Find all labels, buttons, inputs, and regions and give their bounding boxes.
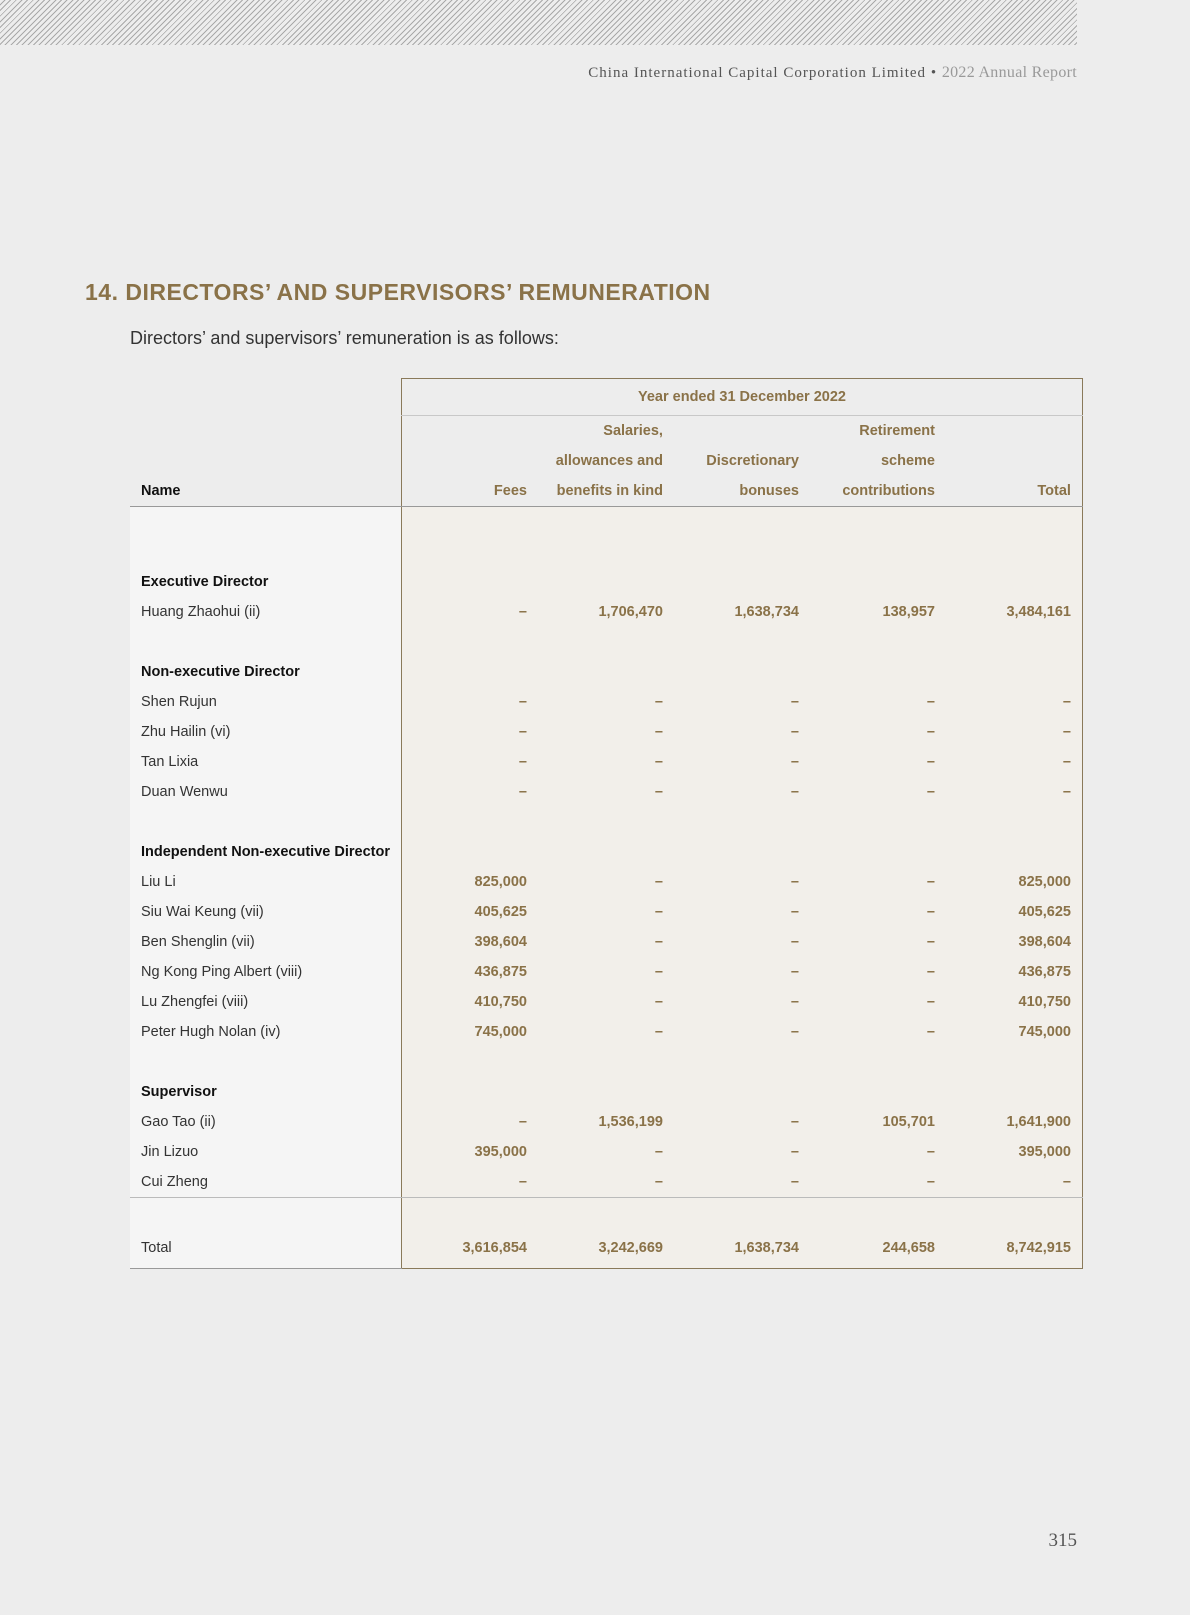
- name-cell: [130, 1198, 401, 1229]
- spacer-row: [130, 1198, 1082, 1229]
- value-cell: [946, 1047, 1083, 1077]
- value-cell: [810, 837, 946, 867]
- name-cell: Jin Lizuo: [130, 1137, 401, 1167]
- value-cell: 405,625: [401, 897, 538, 927]
- name-cell: [130, 507, 401, 538]
- column-header: [401, 446, 538, 476]
- value-cell: –: [946, 1167, 1083, 1198]
- value-cell: 395,000: [946, 1137, 1083, 1167]
- value-cell: [946, 567, 1083, 597]
- remuneration-table: [130, 378, 1083, 1269]
- value-cell: [538, 1077, 674, 1107]
- company-name: China International Capital Corporation Limited: [588, 65, 927, 81]
- value-cell: –: [946, 717, 1083, 747]
- value-cell: –: [810, 867, 946, 897]
- value-cell: 3,242,669: [538, 1228, 674, 1269]
- column-header: [674, 416, 810, 447]
- value-cell: [810, 627, 946, 657]
- value-cell: [810, 1047, 946, 1077]
- value-cell: [674, 507, 810, 538]
- value-cell: 8,742,915: [946, 1228, 1083, 1269]
- table-row: [130, 597, 1082, 627]
- section-title: 14. DIRECTORS’ AND SUPERVISORS’ REMUNERATION: [85, 279, 711, 305]
- value-cell: –: [674, 1167, 810, 1198]
- value-cell: 825,000: [401, 867, 538, 897]
- value-cell: –: [674, 747, 810, 777]
- value-cell: [946, 807, 1083, 837]
- value-cell: 405,625: [946, 897, 1083, 927]
- table-row: [130, 747, 1082, 777]
- table-row: [130, 1137, 1082, 1167]
- name-cell: Gao Tao (ii): [130, 1107, 401, 1137]
- name-cell: Peter Hugh Nolan (iv): [130, 1017, 401, 1047]
- column-header: bonuses: [674, 476, 810, 507]
- value-cell: –: [810, 927, 946, 957]
- value-cell: [674, 657, 810, 687]
- value-cell: [538, 657, 674, 687]
- period-header: Year ended 31 December 2022: [401, 379, 1082, 416]
- value-cell: 745,000: [946, 1017, 1083, 1047]
- value-cell: –: [810, 1167, 946, 1198]
- value-cell: –: [674, 1017, 810, 1047]
- section-heading: Non-executive Director: [130, 657, 401, 687]
- value-cell: [538, 537, 674, 567]
- value-cell: [674, 807, 810, 837]
- table-row: [130, 867, 1082, 897]
- column-header: [946, 416, 1083, 447]
- value-cell: [674, 537, 810, 567]
- value-cell: –: [538, 867, 674, 897]
- value-cell: –: [401, 1167, 538, 1198]
- value-cell: [810, 807, 946, 837]
- value-cell: 398,604: [401, 927, 538, 957]
- name-cell: [130, 537, 401, 567]
- column-header: Discretionary: [706, 453, 799, 469]
- value-cell: 1,638,734: [674, 597, 810, 627]
- value-cell: [946, 1198, 1083, 1229]
- value-cell: [401, 807, 538, 837]
- value-cell: [810, 537, 946, 567]
- value-cell: 398,604: [946, 927, 1083, 957]
- value-cell: 1,536,199: [538, 1107, 674, 1137]
- value-cell: –: [810, 747, 946, 777]
- value-cell: 745,000: [401, 1017, 538, 1047]
- value-cell: [401, 1077, 538, 1107]
- value-cell: –: [674, 1137, 810, 1167]
- section-heading: Executive Director: [130, 567, 401, 597]
- value-cell: –: [674, 927, 810, 957]
- table-row: [130, 777, 1082, 807]
- column-header: Name: [130, 476, 401, 507]
- value-cell: [674, 837, 810, 867]
- value-cell: [674, 627, 810, 657]
- value-cell: 3,484,161: [946, 597, 1083, 627]
- table-row: [130, 897, 1082, 927]
- value-cell: [401, 567, 538, 597]
- value-cell: 436,875: [946, 957, 1083, 987]
- value-cell: [946, 837, 1083, 867]
- value-cell: –: [401, 747, 538, 777]
- value-cell: [946, 657, 1083, 687]
- column-header: [946, 446, 1083, 476]
- value-cell: 436,875: [401, 957, 538, 987]
- intro-text: Directors’ and supervisors’ remuneration is as follows:: [130, 328, 559, 348]
- table-row: [130, 1167, 1082, 1198]
- value-cell: 244,658: [810, 1228, 946, 1269]
- name-cell: Zhu Hailin (vi): [130, 717, 401, 747]
- value-cell: [401, 657, 538, 687]
- value-cell: [401, 537, 538, 567]
- section-heading-row: [130, 837, 1082, 867]
- table-row: [130, 987, 1082, 1017]
- value-cell: –: [538, 1017, 674, 1047]
- value-cell: 105,701: [810, 1107, 946, 1137]
- value-cell: –: [674, 897, 810, 927]
- value-cell: –: [674, 987, 810, 1017]
- value-cell: 1,706,470: [538, 597, 674, 627]
- name-cell: Cui Zheng: [130, 1167, 401, 1198]
- section-heading-row: [130, 657, 1082, 687]
- value-cell: –: [674, 687, 810, 717]
- value-cell: –: [538, 747, 674, 777]
- spacer-row: [130, 537, 1082, 567]
- table-row: [130, 927, 1082, 957]
- section-heading-row: [130, 1077, 1082, 1107]
- name-cell: [130, 627, 401, 657]
- value-cell: [810, 507, 946, 538]
- value-cell: –: [946, 777, 1083, 807]
- value-cell: [946, 627, 1083, 657]
- column-header: Retirement: [859, 423, 935, 439]
- value-cell: –: [401, 777, 538, 807]
- value-cell: [674, 1047, 810, 1077]
- value-cell: [946, 1077, 1083, 1107]
- table-row: [130, 1107, 1082, 1137]
- value-cell: –: [810, 897, 946, 927]
- name-cell: [130, 1047, 401, 1077]
- value-cell: [538, 807, 674, 837]
- value-cell: –: [538, 957, 674, 987]
- column-header: [401, 416, 538, 447]
- name-cell: Huang Zhaohui (ii): [130, 597, 401, 627]
- column-header: Fees: [401, 476, 538, 507]
- value-cell: 395,000: [401, 1137, 538, 1167]
- report-title: 2022 Annual Report: [941, 64, 1077, 81]
- value-cell: –: [674, 867, 810, 897]
- name-cell: Shen Rujun: [130, 687, 401, 717]
- table-row: [130, 717, 1082, 747]
- value-cell: [810, 1077, 946, 1107]
- name-cell: Ng Kong Ping Albert (viii): [130, 957, 401, 987]
- separator-dot: •: [930, 65, 938, 81]
- name-cell: Liu Li: [130, 867, 401, 897]
- value-cell: –: [674, 717, 810, 747]
- name-cell: Ben Shenglin (vii): [130, 927, 401, 957]
- value-cell: –: [810, 1017, 946, 1047]
- spacer-row: [130, 1047, 1082, 1077]
- value-cell: 1,638,734: [674, 1228, 810, 1269]
- value-cell: [538, 837, 674, 867]
- value-cell: [674, 567, 810, 597]
- column-header: [130, 446, 401, 476]
- value-cell: –: [810, 1137, 946, 1167]
- name-cell: Siu Wai Keung (vii): [130, 897, 401, 927]
- name-cell: Tan Lixia: [130, 747, 401, 777]
- value-cell: [538, 627, 674, 657]
- value-cell: [810, 567, 946, 597]
- value-cell: [538, 567, 674, 597]
- value-cell: –: [538, 897, 674, 927]
- period-header-row: [130, 379, 1082, 416]
- column-header: contributions: [810, 476, 946, 507]
- spacer-row: [130, 627, 1082, 657]
- value-cell: –: [810, 987, 946, 1017]
- spacer-row: [130, 807, 1082, 837]
- value-cell: [538, 1047, 674, 1077]
- value-cell: –: [401, 687, 538, 717]
- value-cell: –: [538, 717, 674, 747]
- value-cell: [946, 537, 1083, 567]
- value-cell: –: [538, 687, 674, 717]
- section-heading: Supervisor: [130, 1077, 401, 1107]
- table-row: [130, 957, 1082, 987]
- total-row: [130, 1228, 1082, 1269]
- value-cell: –: [946, 687, 1083, 717]
- column-header: Salaries,: [603, 423, 663, 439]
- column-header-row: [130, 416, 1082, 447]
- value-cell: –: [810, 687, 946, 717]
- value-cell: –: [401, 1107, 538, 1137]
- column-header: scheme: [880, 453, 935, 469]
- column-header: allowances and: [555, 453, 663, 469]
- value-cell: 410,750: [946, 987, 1083, 1017]
- value-cell: [401, 1047, 538, 1077]
- value-cell: –: [538, 987, 674, 1017]
- value-cell: –: [810, 957, 946, 987]
- value-cell: [674, 1077, 810, 1107]
- value-cell: –: [538, 927, 674, 957]
- value-cell: –: [538, 777, 674, 807]
- value-cell: [538, 507, 674, 538]
- value-cell: [401, 627, 538, 657]
- name-cell: [130, 379, 401, 416]
- value-cell: –: [810, 777, 946, 807]
- value-cell: –: [810, 717, 946, 747]
- value-cell: 3,616,854: [401, 1228, 538, 1269]
- value-cell: [946, 507, 1083, 538]
- column-header-row: [130, 446, 1082, 476]
- name-cell: Duan Wenwu: [130, 777, 401, 807]
- running-header: [588, 64, 1077, 82]
- name-cell: Lu Zhengfei (viii): [130, 987, 401, 1017]
- name-cell: [130, 807, 401, 837]
- name-cell: Total: [130, 1228, 401, 1269]
- column-header: benefits in kind: [538, 476, 674, 507]
- value-cell: [810, 1198, 946, 1229]
- value-cell: [401, 507, 538, 538]
- column-header-row: [130, 476, 1082, 507]
- value-cell: –: [946, 747, 1083, 777]
- table-row: [130, 687, 1082, 717]
- section-heading: Independent Non-executive Director: [130, 837, 401, 867]
- column-header: [130, 416, 401, 447]
- value-cell: –: [401, 717, 538, 747]
- page-number: 315: [1048, 1530, 1077, 1551]
- value-cell: –: [674, 777, 810, 807]
- value-cell: –: [538, 1167, 674, 1198]
- value-cell: –: [674, 1107, 810, 1137]
- section-heading-row: [130, 567, 1082, 597]
- value-cell: –: [538, 1137, 674, 1167]
- value-cell: –: [674, 957, 810, 987]
- value-cell: [401, 1198, 538, 1229]
- value-cell: 825,000: [946, 867, 1083, 897]
- value-cell: [810, 657, 946, 687]
- value-cell: [674, 1198, 810, 1229]
- spacer-row: [130, 507, 1082, 538]
- value-cell: 1,641,900: [946, 1107, 1083, 1137]
- decorative-hatch-band: [0, 0, 1077, 45]
- value-cell: [401, 837, 538, 867]
- value-cell: –: [401, 597, 538, 627]
- value-cell: 410,750: [401, 987, 538, 1017]
- table-row: [130, 1017, 1082, 1047]
- column-header: Total: [946, 476, 1083, 507]
- value-cell: 138,957: [810, 597, 946, 627]
- value-cell: [538, 1198, 674, 1229]
